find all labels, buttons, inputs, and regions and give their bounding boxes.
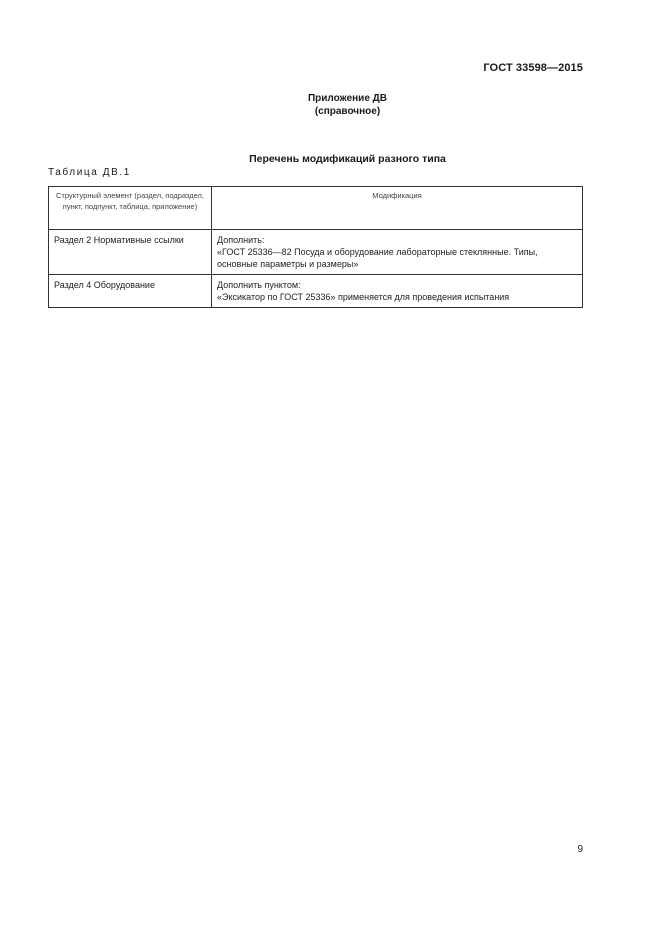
appendix-subtitle: (справочное) xyxy=(314,106,381,117)
appendix-heading xyxy=(0,92,661,118)
table-title: Перечень модификаций разного типа xyxy=(249,153,446,165)
table-row xyxy=(49,275,583,308)
appendix-title: Приложение ДВ xyxy=(307,93,388,104)
column-header-modification: Модификация xyxy=(212,187,583,230)
cell-element: Раздел 2 Нормативные ссылки xyxy=(49,230,212,275)
modification-line: Дополнить: xyxy=(217,235,265,245)
cell-modification xyxy=(212,275,583,308)
modification-line: Дополнить пунктом: xyxy=(217,280,301,290)
modifications-table xyxy=(48,186,583,308)
modification-line: «Эксикатор по ГОСТ 25336» применяется для проведения испытания xyxy=(217,292,510,302)
document-code: ГОСТ 33598—2015 xyxy=(483,62,583,74)
table-number: Таблица ДВ.1 xyxy=(48,167,131,178)
modification-line: «ГОСТ 25336—82 Посуда и оборудование лабораторные стеклянные. Типы, основные параметры и размеры» xyxy=(217,247,538,269)
cell-element: Раздел 4 Оборудование xyxy=(49,275,212,308)
column-header-element: Структурный элемент (раздел, подраздел, пункт, подпункт, таблица, приложение) xyxy=(49,187,212,230)
table-row xyxy=(49,230,583,275)
table-header-row xyxy=(49,187,583,230)
page-number: 9 xyxy=(577,844,583,855)
cell-modification xyxy=(212,230,583,275)
